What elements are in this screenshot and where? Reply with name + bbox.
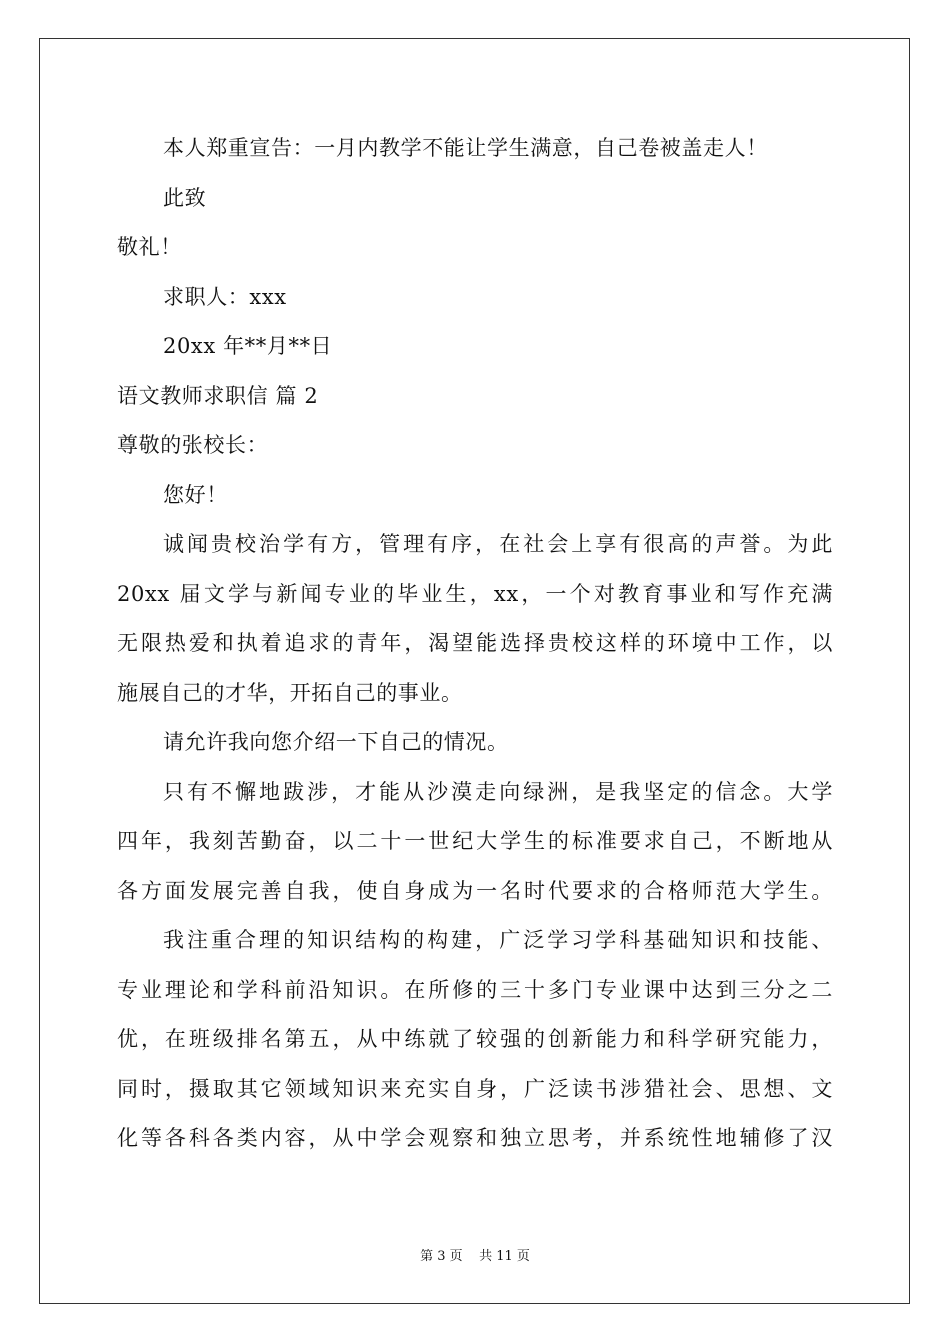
paragraph-line: 优，在班级排名第五，从中练就了较强的创新能力和科学研究能力， xyxy=(117,1027,833,1051)
document-body xyxy=(117,124,833,1164)
paragraph-line: 只有不懈地跋涉，才能从沙漠走向绿洲，是我坚定的信念。大学 xyxy=(163,779,833,804)
paragraph-line: 无限热爱和执着追求的青年，渴望能选择贵校这样的环境中工作，以 xyxy=(117,631,833,655)
paragraph-line: 我注重合理的知识结构的构建，广泛学习学科基础知识和技能、 xyxy=(163,928,833,952)
page-number: 第 3 页 共 11 页 xyxy=(420,1249,530,1264)
paragraph-line: 此致 xyxy=(163,185,207,210)
paragraph-line: 诚闻贵校治学有方，管理有序，在社会上享有很高的声誉。为此 xyxy=(163,532,833,556)
signature-line: 求职人：xxx xyxy=(163,284,287,309)
salutation: 尊敬的张校长： xyxy=(117,433,269,457)
section-heading: 语文教师求职信 篇 2 xyxy=(117,383,319,408)
paragraph-line: 化等各科各类内容，从中学会观察和独立思考，并系统性地辅修了汉 xyxy=(117,1126,833,1150)
date-line: 20xx 年**月**日 xyxy=(163,334,333,358)
paragraph-line: 施展自己的才华，开拓自己的事业。 xyxy=(117,680,463,705)
paragraph-line: 敬礼！ xyxy=(117,235,182,259)
paragraph-line: 各方面发展完善自我，使自身成为一名时代要求的合格师范大学生。 xyxy=(117,878,833,903)
paragraph-line: 同时，摄取其它领域知识来充实自身，广泛读书涉猎社会、思想、文 xyxy=(117,1076,833,1101)
paragraph-line: 四年，我刻苦勤奋，以二十一世纪大学生的标准要求自己，不断地从 xyxy=(117,829,833,853)
paragraph-line: 20xx 届文学与新闻专业的毕业生，xx，一个对教育事业和写作充满 xyxy=(117,581,833,606)
greeting: 您好！ xyxy=(163,482,228,507)
paragraph-line: 本人郑重宣告：一月内教学不能让学生满意，自己卷被盖走人！ xyxy=(163,136,768,160)
paragraph-line: 请允许我向您介绍一下自己的情况。 xyxy=(163,730,509,754)
paragraph-line: 专业理论和学科前沿知识。在所修的三十多门专业课中达到三分之二 xyxy=(117,977,833,1002)
